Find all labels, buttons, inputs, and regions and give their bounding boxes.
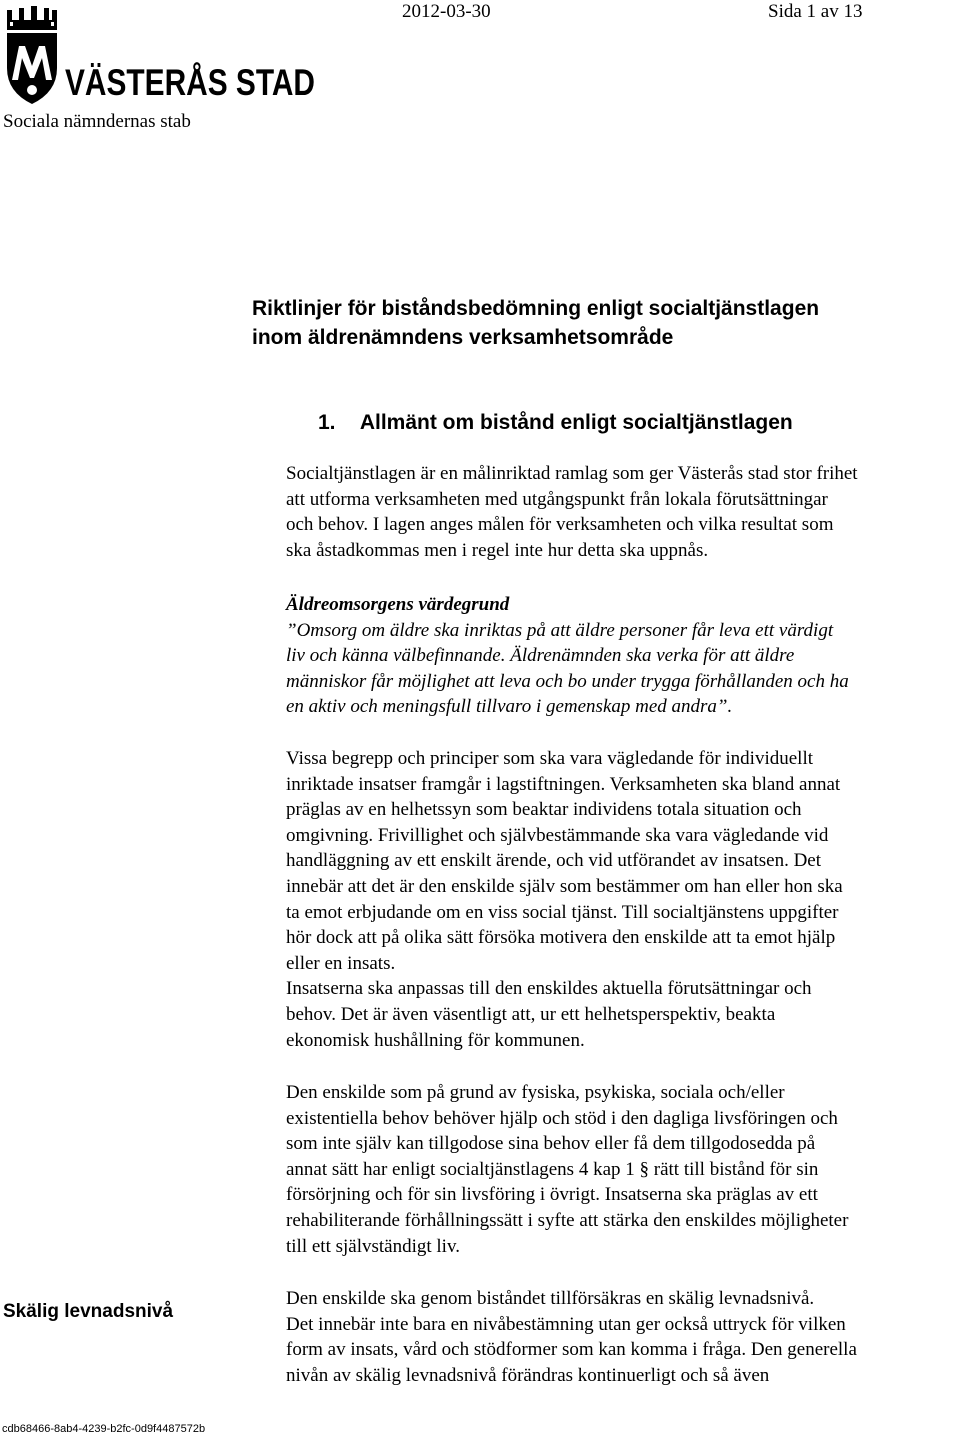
text-line: existentiella behov behöver hjälp och stöd i den dagliga livsföringen och <box>286 1107 838 1129</box>
text-line: ekonomisk hushållning för kommunen. <box>286 1029 585 1051</box>
vasteras-stad-logo <box>5 6 320 106</box>
value-heading: Äldreomsorgens värdegrund <box>286 594 510 615</box>
text-line: som inte själv kan tillgodose sina behov eller få dem tillgodosedda på <box>286 1133 816 1155</box>
document-date: 2012-03-30 <box>402 1 491 22</box>
department-name: Sociala nämndernas stab <box>3 111 191 132</box>
title-line: Riktlinjer för biståndsbedömning enligt socialtjänstlagen <box>252 297 820 320</box>
text-line: nivån av skälig levnadsnivå förändras kontinuerligt och så även <box>286 1364 770 1386</box>
text-line: Det innebär inte bara en nivåbestämning utan ger också uttryck för vilken <box>286 1313 846 1335</box>
living-standard-paragraph <box>286 1286 946 1388</box>
principles-paragraph <box>286 746 946 1053</box>
side-heading: Skälig levnadsnivå <box>3 1301 174 1322</box>
title-line: inom äldrenämndens verksamhetsområde <box>252 326 674 349</box>
intro-paragraph <box>286 461 946 563</box>
text-line: inriktade insatser framgår i lagstiftningen. Verksamheten ska bland annat <box>286 773 841 795</box>
text-line: Den enskilde som på grund av fysiska, psykiska, sociala och/eller <box>286 1082 785 1103</box>
text-line: till ett självständigt liv. <box>286 1235 460 1257</box>
section-number: 1. <box>318 411 336 434</box>
text-line: präglas av en helhetssyn som beaktar individens totala situation och <box>286 799 802 821</box>
text-line: form av insats, vård och stödformer som kan komma i fråga. Den generella <box>286 1339 857 1361</box>
text-line: Insatserna ska anpassas till den enskildes aktuella förutsättningar och <box>286 978 812 1000</box>
text-line: rehabiliterande förhållningssätt i syfte att stärka den enskildes möjligheter <box>286 1209 849 1231</box>
text-line: Den enskilde ska genom biståndet tillförsäkras en skälig levnadsnivå. <box>286 1288 815 1309</box>
text-line: ”Omsorg om äldre ska inriktas på att äldre personer får leva ett värdigt <box>286 619 834 641</box>
text-line: en aktiv och meningsfull tillvaro i gemenskap med andra”. <box>286 696 733 718</box>
text-line: hör dock att på olika sätt försöka motivera den enskilde att ta emot hjälp <box>286 927 836 949</box>
text-line: eller en insats. <box>286 952 396 974</box>
section-title: Allmänt om bistånd enligt socialtjänstlagen <box>359 411 793 434</box>
logo-wordmark: VÄSTERÅS STAD <box>65 62 315 103</box>
text-line: att utforma verksamheten med utgångspunkt från lokala förutsättningar <box>286 488 828 510</box>
text-line: liv och känna välbefinnande. Äldrenämnden ska verka för att äldre <box>286 645 795 667</box>
document-title <box>252 294 932 352</box>
text-line: Socialtjänstlagen är en målinriktad ramlag som ger Västerås stad stor frihet <box>286 463 858 484</box>
text-line: behov. Det är även väsentligt att, ur ett helhetsperspektiv, beakta <box>286 1003 776 1025</box>
section-heading <box>318 408 793 438</box>
text-line: ta emot erbjudande om en viss social tjänst. Till socialtjänstens uppgifter <box>286 901 839 923</box>
text-line: försörjning och för sin livsföring i övrigt. Insatserna ska präglas av ett <box>286 1184 818 1206</box>
text-line: omgivning. Frivillighet och självbestämmande ska vara vägledande vid <box>286 824 829 846</box>
text-line: annat sätt har enligt socialtjänstlagens 4 kap 1 § rätt till bistånd för sin <box>286 1158 819 1180</box>
text-line: handläggning av ett enskilt ärende, och vid utförandet av insatsen. Det <box>286 850 822 872</box>
document-id: cdb68466-8ab4-4239-b2fc-0d9f4487572b <box>2 1423 206 1435</box>
text-line: Vissa begrepp och principer som ska vara vägledande för individuellt <box>286 748 813 769</box>
rights-paragraph <box>286 1080 946 1259</box>
page-number: Sida 1 av 13 <box>768 1 863 22</box>
coat-of-arms-icon <box>5 6 320 106</box>
text-line: ska åstadkommas men i regel inte hur detta ska uppnås. <box>286 539 709 561</box>
value-statement <box>286 592 946 720</box>
text-line: innebär att det är den enskilde själv som bestämmer om han eller hon ska <box>286 875 843 897</box>
text-line: människor får möjlighet att leva och bo under trygga förhållanden och ha <box>286 670 849 692</box>
text-line: och behov. I lagen anges målen för verksamheten och vilka resultat som <box>286 514 834 536</box>
